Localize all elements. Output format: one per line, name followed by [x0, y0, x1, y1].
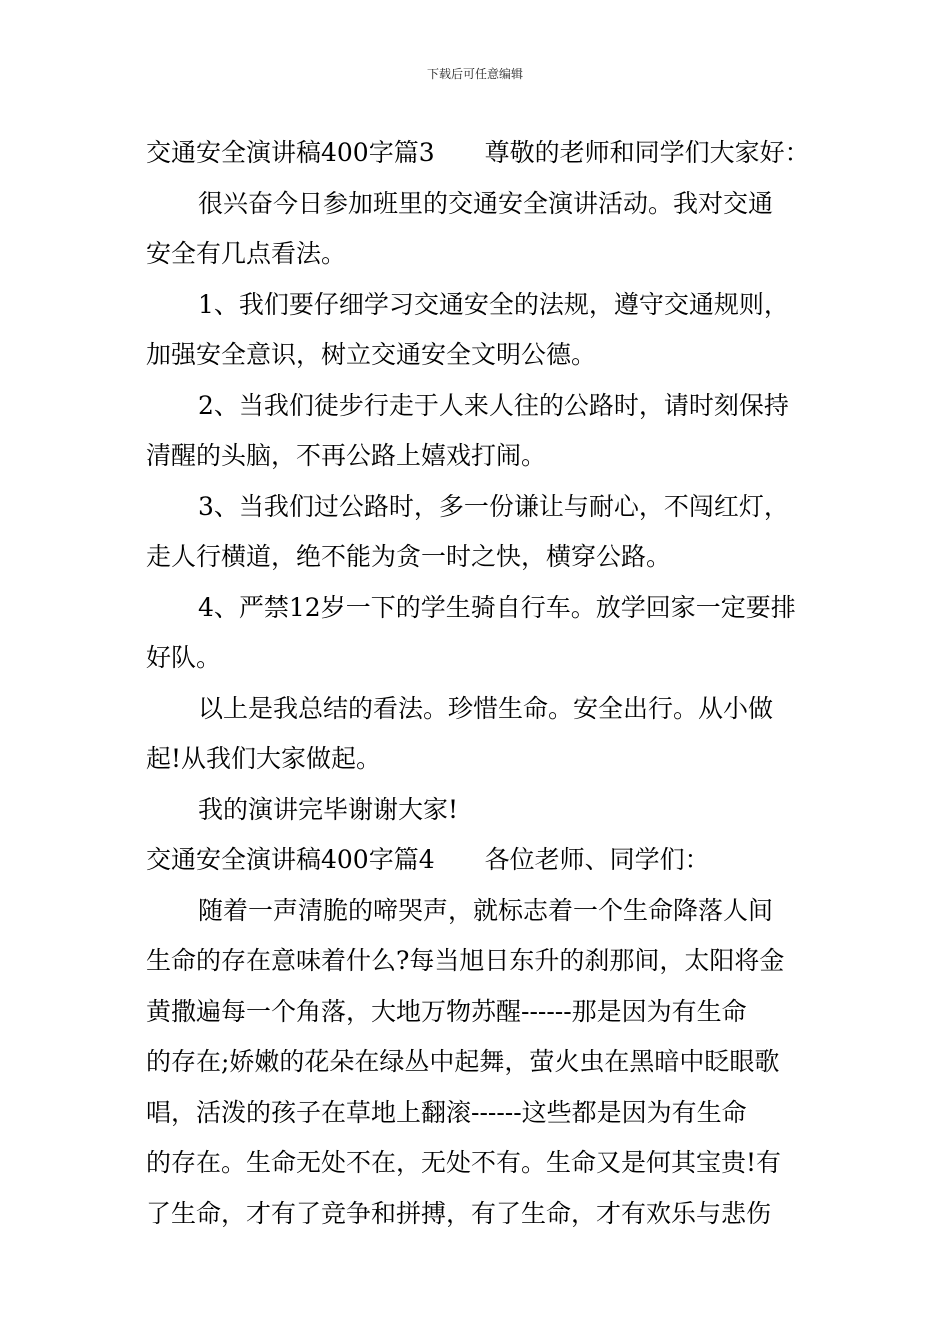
text-line: 黄撒遍每一个角落，大地万物苏醒------那是因为有生命 — [146, 996, 747, 1026]
text-line: 很兴奋今日参加班里的交通安全演讲活动。我对交通 — [198, 188, 774, 218]
text-line: 交通安全演讲稿400字篇4 各位老师、同学们： — [146, 845, 710, 874]
text-line: 的存在;娇嫩的花朵在绿丛中起舞，萤火虫在黑暗中眨眼歌 — [146, 1047, 780, 1076]
text-line: 好队。 — [146, 643, 222, 672]
text-line: 3、当我们过公路时，多一份谦让与耐心，不闯红灯， — [198, 491, 789, 521]
text-line: 了生命，才有了竞争和拼搏，有了生命，才有欢乐与悲伤 — [146, 1198, 772, 1228]
text-line: 清醒的头脑，不再公路上嬉戏打闹。 — [146, 441, 547, 470]
text-line: 1、我们要仔细学习交通安全的法规，遵守交通规则， — [198, 289, 789, 319]
text-line: 唱，活泼的孩子在草地上翻滚------这些都是因为有生命 — [146, 1097, 747, 1127]
text-line: 的存在。生命无处不在，无处不有。生命又是何其宝贵!有 — [146, 1148, 782, 1177]
text-line: 我的演讲完毕谢谢大家! — [198, 794, 459, 824]
text-line: 交通安全演讲稿400字篇3 尊敬的老师和同学们大家好： — [146, 138, 810, 167]
text-line: 安全有几点看法。 — [146, 239, 347, 268]
document-body — [146, 128, 810, 1239]
text-line: 以上是我总结的看法。珍惜生命。安全出行。从小做 — [198, 693, 774, 723]
text-line: 加强安全意识，树立交通安全文明公德。 — [146, 340, 597, 369]
text-line: 生命的存在意味着什么?每当旭日东升的刹那间，太阳将金 — [146, 946, 785, 975]
page-header-note: 下载后可任意编辑 — [426, 67, 523, 81]
text-line: 2、当我们徒步行走于人来人往的公路时，请时刻保持 — [198, 390, 789, 420]
text-line: 4、严禁12岁一下的学生骑自行车。放学回家一定要排 — [198, 592, 796, 622]
text-line: 起!从我们大家做起。 — [146, 744, 382, 773]
text-line: 走人行横道，绝不能为贪一时之快，横穿公路。 — [146, 542, 672, 571]
text-line: 随着一声清脆的啼哭声，就标志着一个生命降落人间 — [198, 895, 774, 925]
